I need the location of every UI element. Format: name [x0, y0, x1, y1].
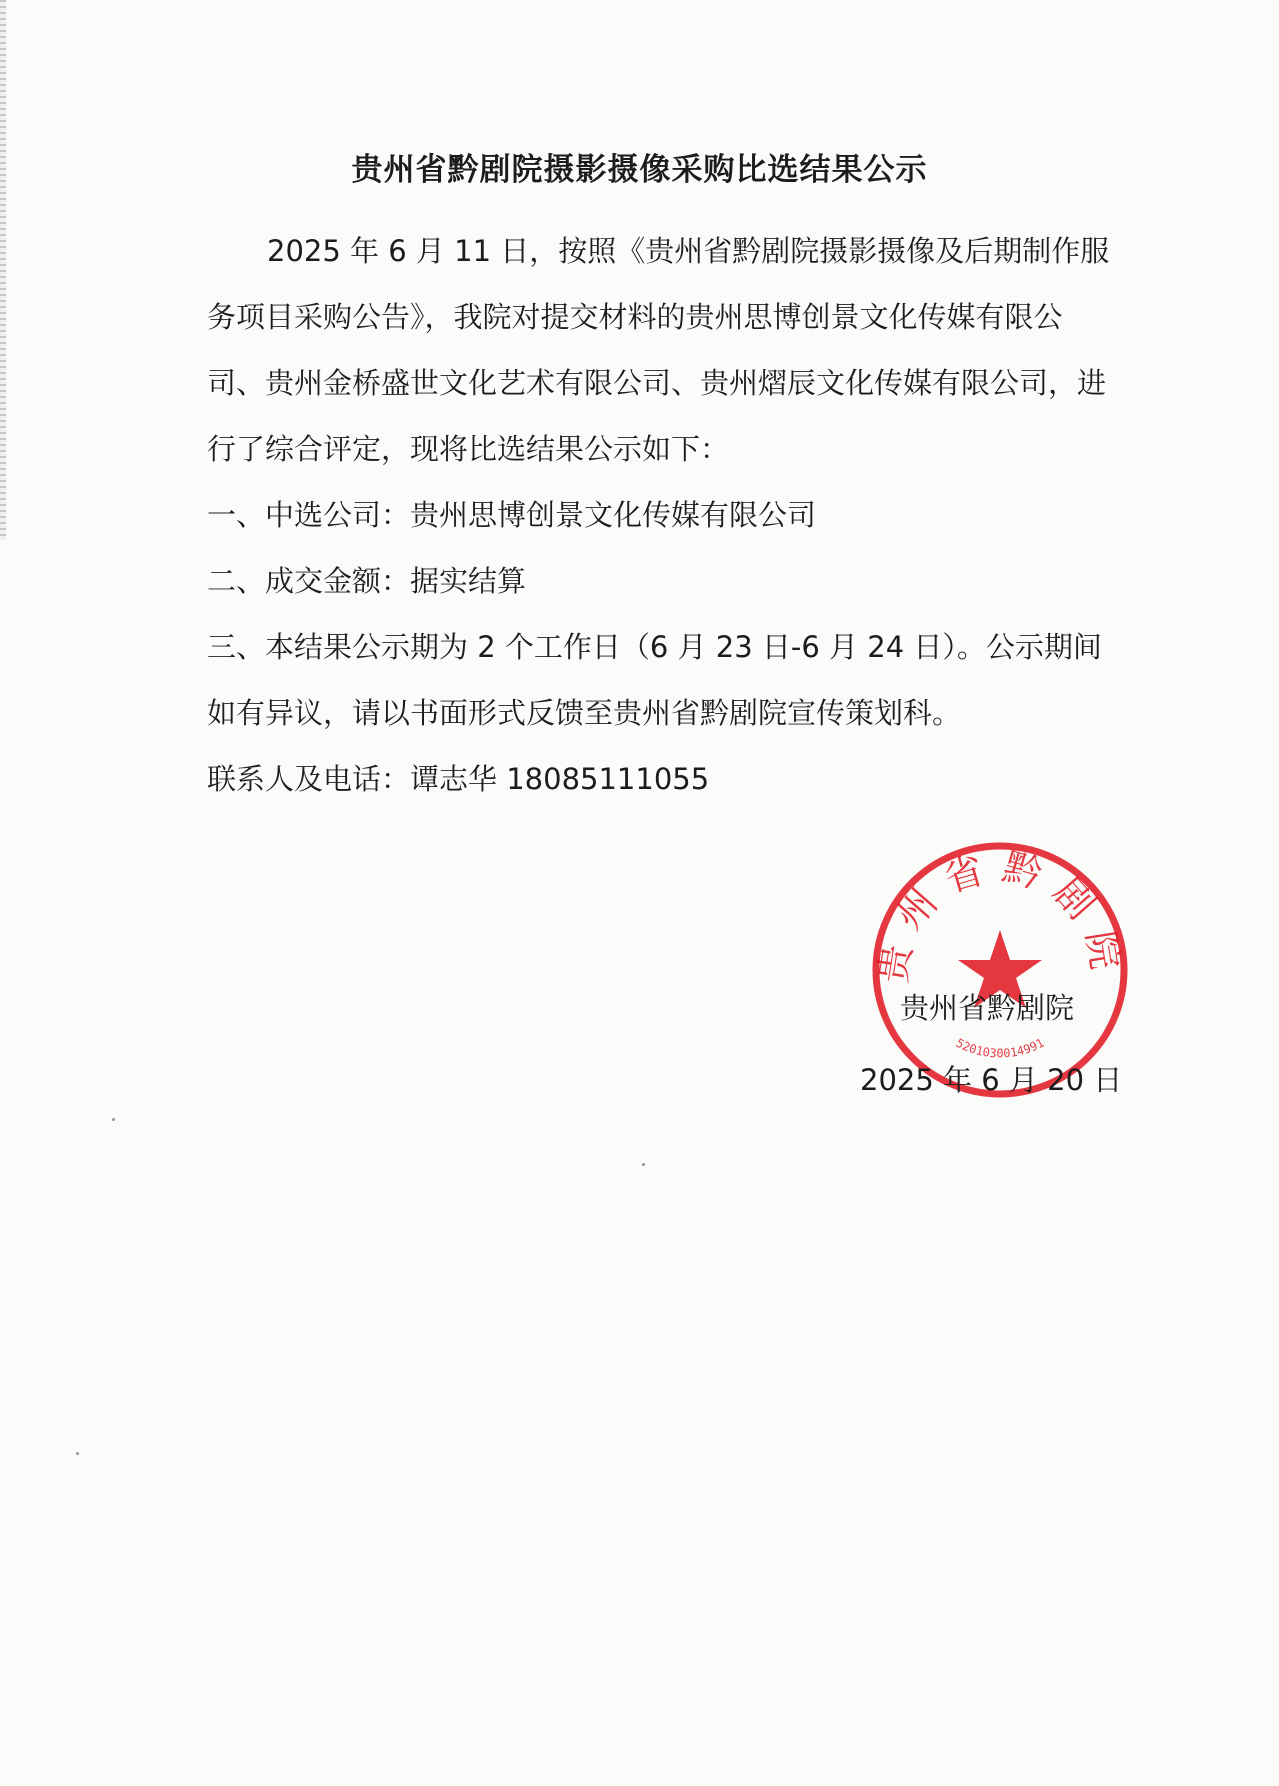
item-deal-amount: 二、成交金额：据实结算: [207, 564, 527, 598]
scan-edge-marks: [0, 0, 6, 540]
scan-speck: [112, 1118, 115, 1121]
document-body: [207, 218, 1117, 812]
item-selected-company: 一、中选公司：贵州思博创景文化传媒有限公司: [207, 498, 817, 532]
document-title: 贵州省黔剧院摄影摄像采购比选结果公示: [351, 152, 928, 188]
seal-code-text: 5201030014991: [953, 1035, 1047, 1061]
item-publicity-period: 三、本结果公示期为 2 个工作日（6 月 23 日-6 月 24 日）。公示期间如有异议，请以书面形式反馈至贵州省黔剧院宣传策划科。: [207, 630, 1102, 730]
contact-line: 联系人及电话：谭志华 18085111055: [207, 762, 710, 796]
signature-organization: 贵州省黔剧院: [900, 991, 1075, 1025]
scan-speck: [642, 1163, 645, 1166]
seal-arc-text: 贵州省黔剧院: [870, 844, 1130, 987]
intro-paragraph: 2025 年 6 月 11 日，按照《贵州省黔剧院摄影摄像及后期制作服务项目采购公告》，我院对提交材料的贵州思博创景文化传媒有限公司、贵州金桥盛世文化艺术有限公司、贵州熠辰文化传媒有限公司，进行了综合评定，现将比选结果公示如下：: [207, 234, 1110, 466]
signature-date: 2025 年 6 月 20 日: [860, 1063, 1123, 1097]
scan-speck: [76, 1452, 79, 1455]
